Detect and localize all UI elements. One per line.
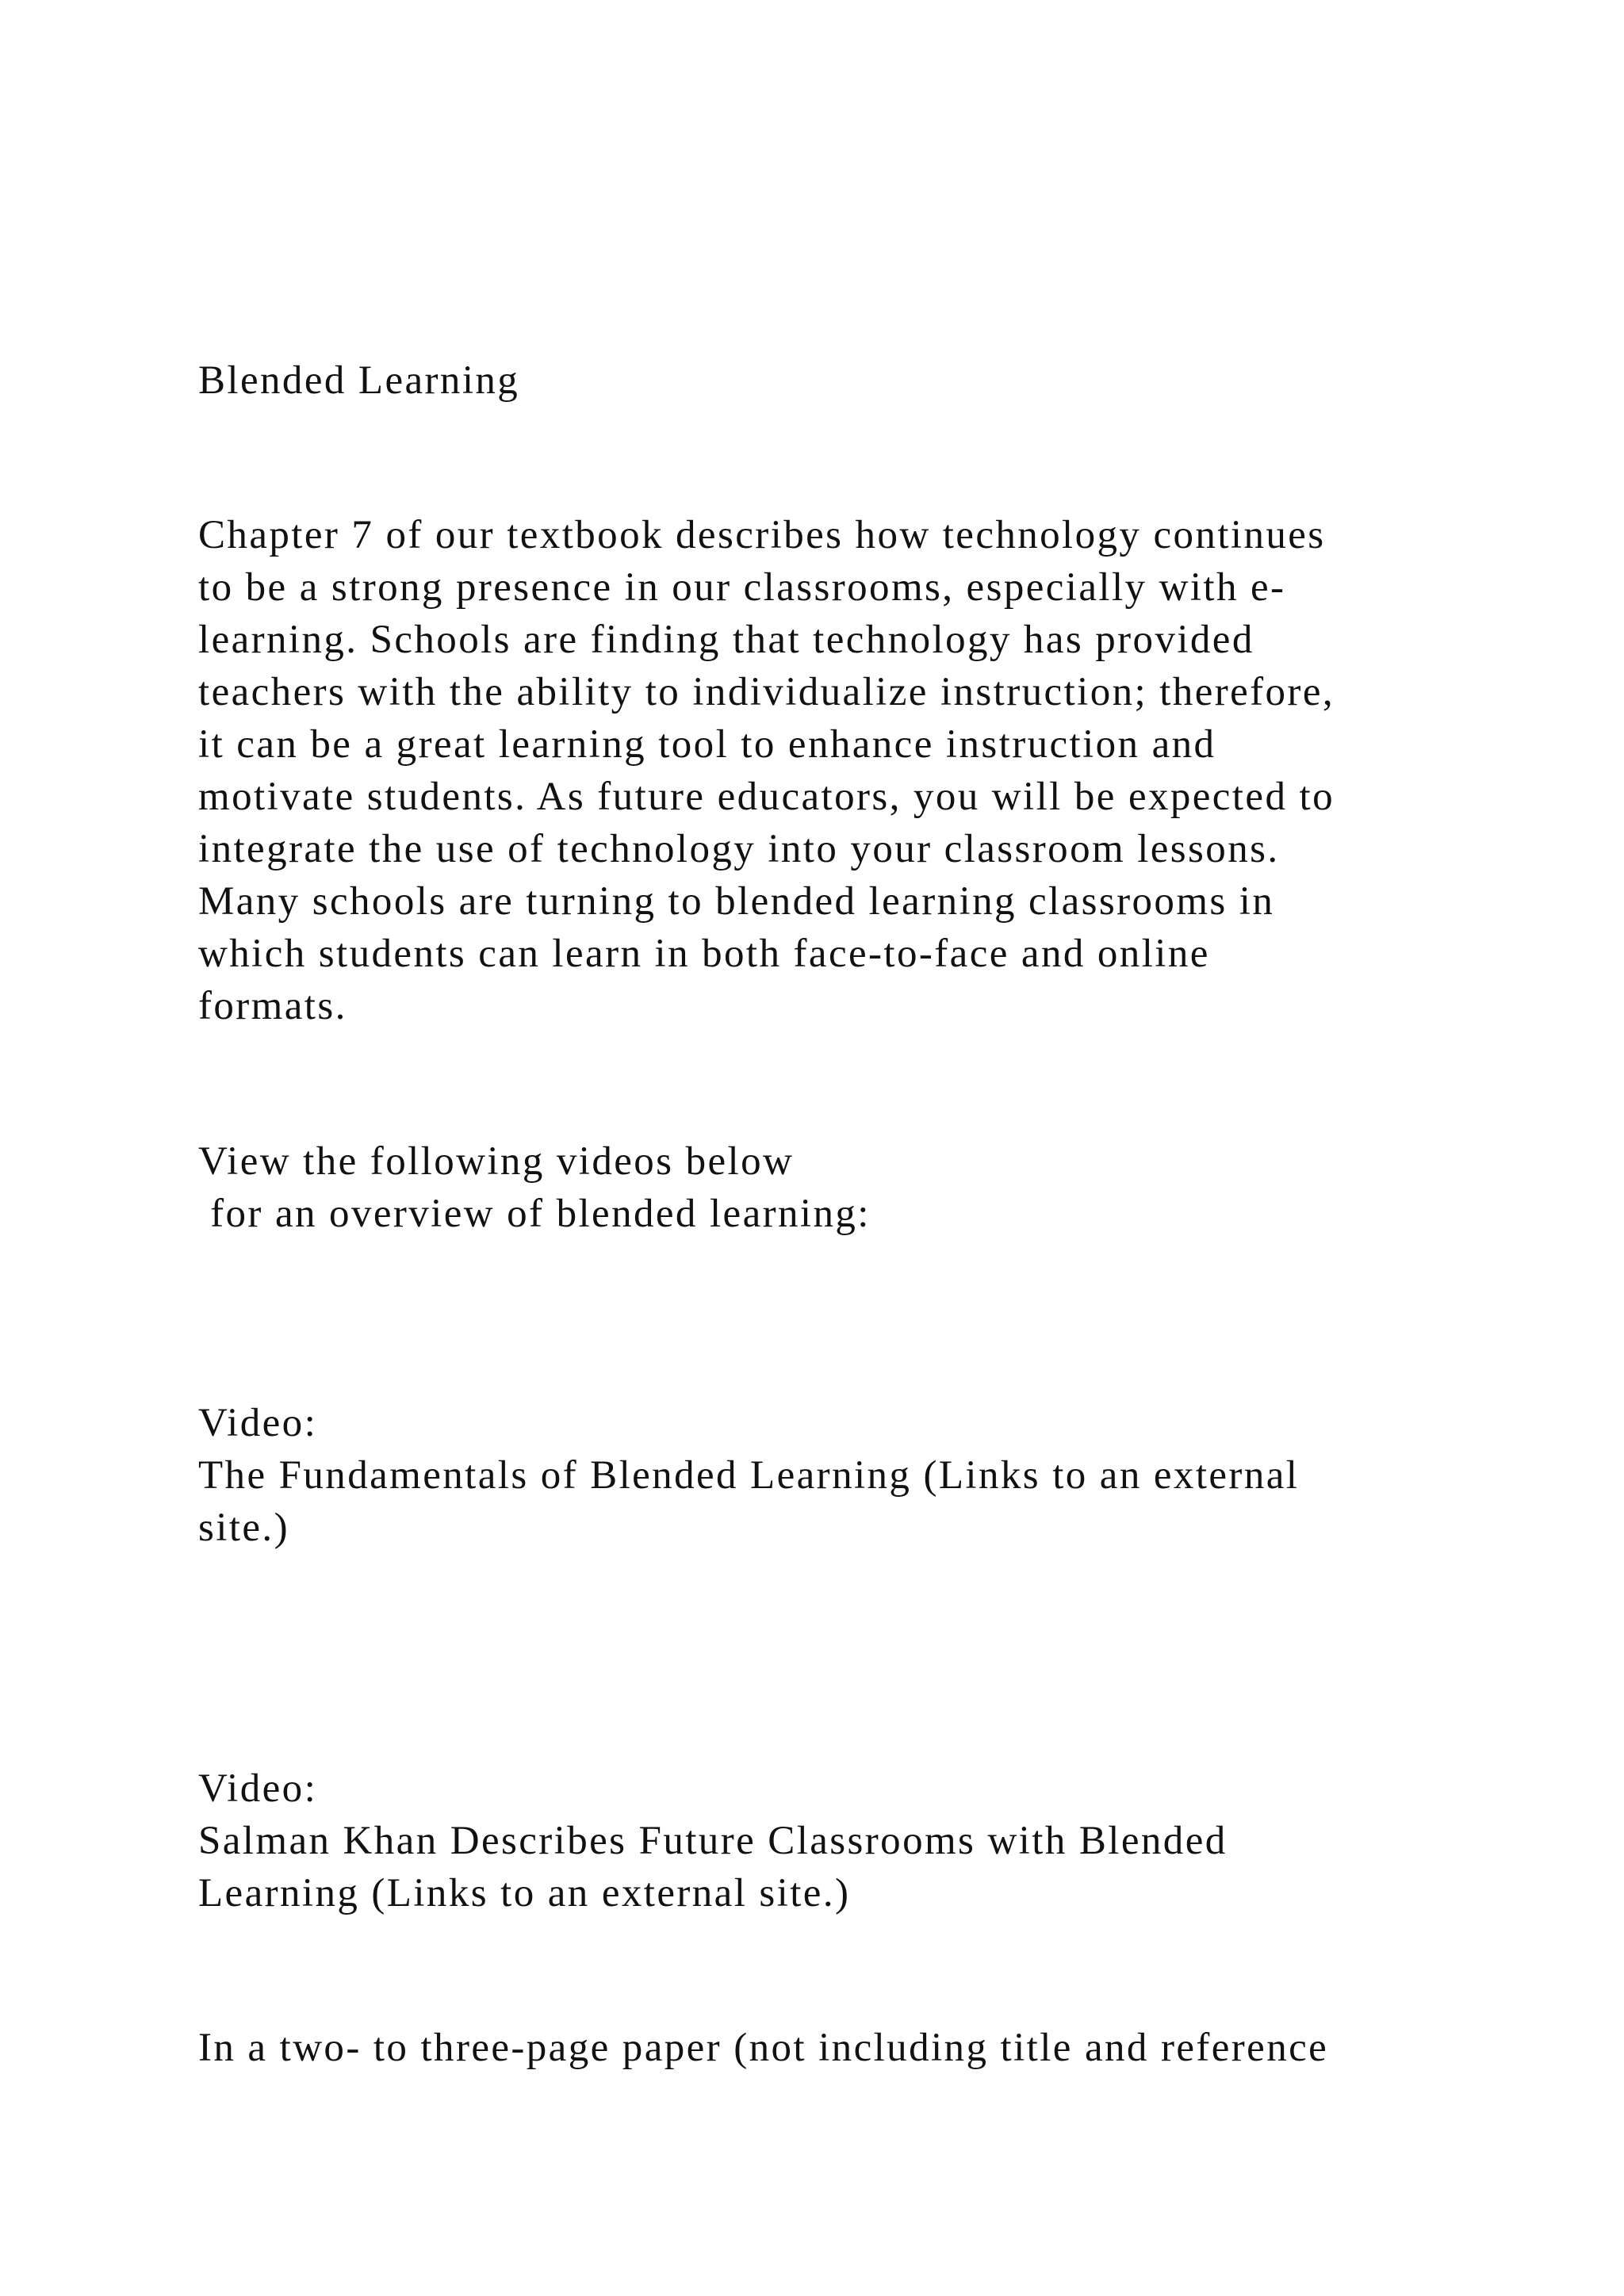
paragraph-line: it can be a great learning tool to enhance instruction and: [198, 722, 1216, 767]
paragraph-line: motivate students. As future educators, you will be expected to: [198, 775, 1335, 819]
paragraph-line: Many schools are turning to blended learning classrooms in: [198, 879, 1275, 924]
video-label: Video:: [198, 1766, 318, 1811]
paragraph-line: which students can learn in both face-to-face and online: [198, 932, 1210, 976]
paragraph-line: In a two- to three-page paper (not including title and reference: [198, 2026, 1329, 2070]
video-2-link-text[interactable]: Salman Khan Describes Future Classrooms with Blended: [198, 1819, 1228, 1863]
document-title: Blended Learning: [198, 358, 520, 403]
paragraph-line: Chapter 7 of our textbook describes how technology continues: [198, 513, 1326, 557]
paragraph-line: for an overview of blended learning:: [198, 1192, 871, 1236]
paragraph-line: View the following videos below: [198, 1139, 795, 1184]
video-1-link-text[interactable]: The Fundamentals of Blended Learning (Links to an external: [198, 1453, 1300, 1498]
paragraph-line: learning. Schools are finding that technology has provided: [198, 618, 1254, 662]
video-2-link-text[interactable]: Learning (Links to an external site.): [198, 1871, 851, 1915]
paragraph-line: to be a strong presence in our classrooms, especially with e-: [198, 565, 1286, 610]
paragraph-line: integrate the use of technology into your classroom lessons.: [198, 827, 1280, 871]
paragraph-line: teachers with the ability to individualize instruction; therefore,: [198, 670, 1335, 714]
video-1-link-text[interactable]: site.): [198, 1506, 289, 1550]
video-label: Video:: [198, 1401, 318, 1445]
paragraph-line: formats.: [198, 984, 347, 1028]
